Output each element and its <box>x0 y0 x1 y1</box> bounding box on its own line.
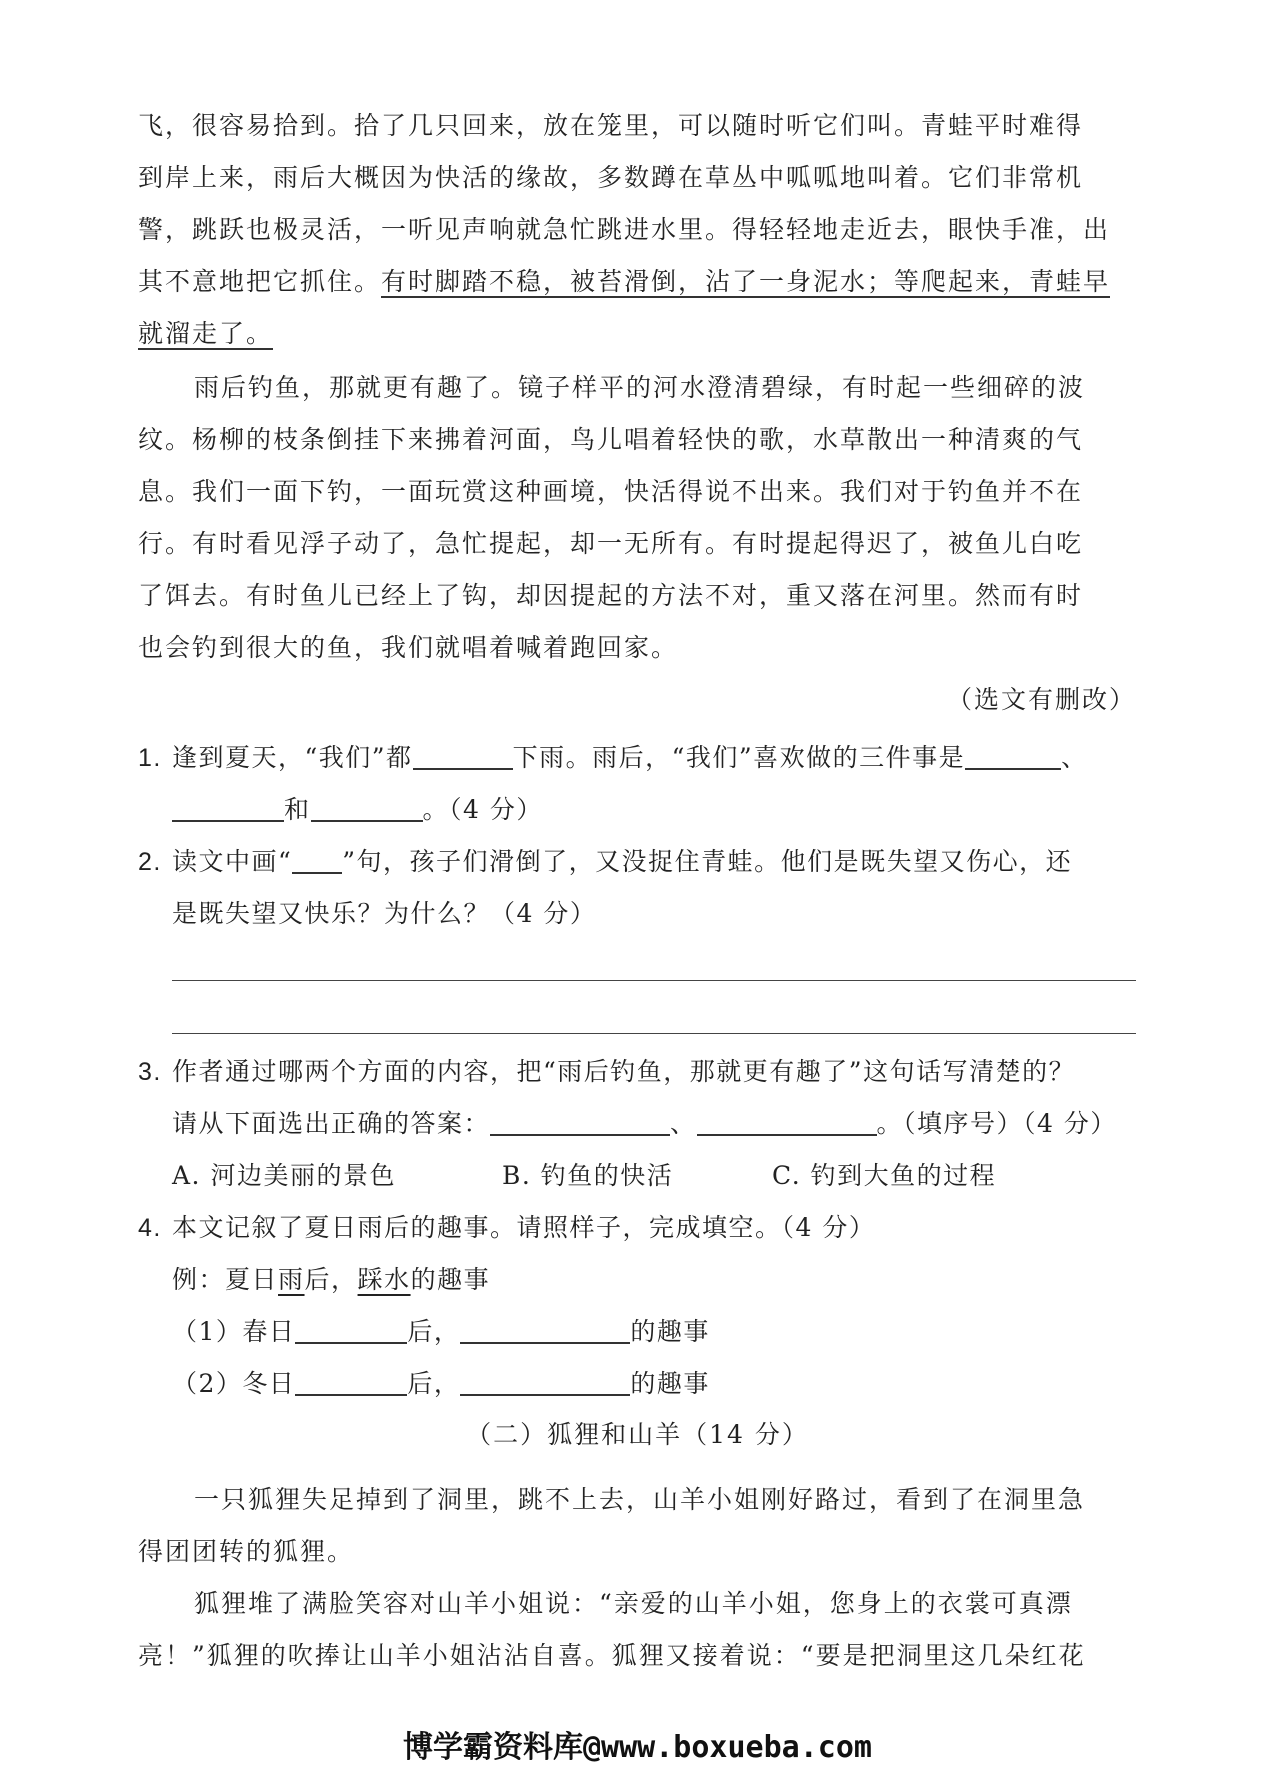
text-line: 亮！”狐狸的吹捧让山羊小姐沾沾自喜。狐狸又接着说：“要是把洞里这几朵红花 <box>138 1641 1086 1670</box>
option-a[interactable]: A. 河边美丽的景色 <box>172 1161 396 1190</box>
passage-paragraph-1 <box>138 100 1136 360</box>
question-text: 。（填序号）（4 分） <box>876 1109 1117 1138</box>
question-number: 3. <box>138 1058 162 1086</box>
option-b[interactable]: B. 钓鱼的快活 <box>502 1161 674 1190</box>
underlined-sentence-end: 就溜走了。 <box>138 319 274 348</box>
text-line: 也会钓到很大的鱼，我们就唱着喊着跑回家。 <box>138 633 679 662</box>
answer-blank[interactable] <box>460 1312 630 1344</box>
question-text: 请从下面选出正确的答案： <box>172 1109 491 1138</box>
question-text: 本文记叙了夏日雨后的趣事。请照样子，完成填空。（4 分） <box>172 1213 876 1242</box>
text-segment: 其不意地把它抓住。 <box>138 267 382 296</box>
question-text: 。（4 分） <box>422 795 543 824</box>
question-text: 下雨。雨后，“我们”喜欢做的三件事是 <box>512 743 966 772</box>
fox-paragraph-2 <box>138 1578 1136 1682</box>
text-line: 了饵去。有时鱼儿已经上了钩，却因提起的方法不对，重又落在河里。然而有时 <box>138 581 1084 610</box>
question-text: 逢到夏天，“我们”都 <box>172 743 413 772</box>
answer-blank[interactable] <box>490 1104 670 1136</box>
section-score: （14 分） <box>682 1420 809 1449</box>
options-row <box>138 1150 1136 1202</box>
question-1 <box>138 732 1136 836</box>
text-line <box>138 256 1136 308</box>
fox-paragraph-1 <box>138 1474 1136 1578</box>
fill-item-1 <box>138 1306 1136 1358</box>
item-text: 的趣事 <box>630 1317 710 1346</box>
question-text: 读文中画“ <box>172 847 293 876</box>
answer-blank[interactable] <box>311 790 423 822</box>
text-line: 到岸上来，雨后大概因为快活的缘故，多数蹲在草丛中呱呱地叫着。它们非常机 <box>138 163 1084 192</box>
answer-blank[interactable] <box>413 738 513 770</box>
question-text: 和 <box>284 795 311 824</box>
answer-blank[interactable] <box>295 1364 407 1396</box>
question-text: 作者通过哪两个方面的内容，把“雨后钓鱼，那就更有趣了”这句话写清楚的？ <box>172 1057 1076 1086</box>
text-line <box>138 308 1136 360</box>
text-line: 纹。杨柳的枝条倒挂下来拂着河面，鸟儿唱着轻快的歌，水草散出一种清爽的气 <box>138 425 1084 454</box>
answer-blank[interactable] <box>965 738 1061 770</box>
item-text: 的趣事 <box>630 1369 710 1398</box>
text-line: 狐狸堆了满脸笑容对山羊小姐说：“亲爱的山羊小姐，您身上的衣裳可真漂 <box>194 1589 1073 1618</box>
example-answer: 雨 <box>278 1265 305 1294</box>
text-line: 飞，很容易拾到。拾了几只回来，放在笼里，可以随时听它们叫。青蛙平时难得 <box>138 111 1084 140</box>
example-text: 后， <box>304 1265 358 1294</box>
option-c[interactable]: C. 钓到大鱼的过程 <box>772 1161 997 1190</box>
section-title-text: （二）狐狸和山羊 <box>466 1420 683 1449</box>
text-line: 行。有时看见浮子动了，急忙提起，却一无所有。有时提起得迟了，被鱼儿白吃 <box>138 529 1084 558</box>
example-answer: 踩水 <box>357 1265 411 1294</box>
text-line: 息。我们一面下钓，一面玩赏这种画境，快活得说不出来。我们对于钓鱼并不在 <box>138 477 1084 506</box>
underlined-sentence: 有时脚踏不稳，被苔滑倒，沾了一身泥水；等爬起来，青蛙早 <box>381 267 1111 296</box>
text-line: 警，跳跃也极灵活，一听见声响就急忙跳进水里。得轻轻地走近去，眼快手准，出 <box>138 215 1111 244</box>
passage-paragraph-2 <box>138 362 1136 726</box>
question-4 <box>138 1202 1136 1410</box>
answer-blank[interactable] <box>460 1364 630 1396</box>
underline-mark <box>292 842 342 874</box>
answer-blank[interactable] <box>295 1312 407 1344</box>
example-line <box>138 1254 1136 1306</box>
question-number: 4. <box>138 1214 162 1242</box>
question-3 <box>138 1046 1136 1202</box>
item-text: 后， <box>407 1369 461 1398</box>
question-text: 、 <box>670 1109 697 1138</box>
answer-blank[interactable] <box>697 1104 877 1136</box>
question-number: 2. <box>138 848 162 876</box>
section-title <box>0 1415 1275 1451</box>
question-text: 是既失望又快乐？为什么？（4 分） <box>172 899 597 928</box>
text-line: 一只狐狸失足掉到了洞里，跳不上去，山羊小姐刚好路过，看到了在洞里急 <box>194 1485 1086 1514</box>
example-text: 的趣事 <box>410 1265 491 1294</box>
example-text: 例：夏日 <box>172 1265 279 1294</box>
watermark-footer: 博学霸资料库@www.boxueba.com <box>403 1730 872 1765</box>
item-text: （2）冬日 <box>172 1369 296 1398</box>
question-text: 、 <box>1061 743 1088 772</box>
source-note: （选文有删改） <box>946 685 1136 714</box>
question-2 <box>138 836 1136 940</box>
item-text: 后， <box>407 1317 461 1346</box>
answer-line[interactable] <box>172 1033 1136 1034</box>
text-line: 雨后钓鱼，那就更有趣了。镜子样平的河水澄清碧绿，有时起一些细碎的波 <box>194 373 1086 402</box>
answer-line[interactable] <box>172 980 1136 981</box>
text-line: 得团团转的狐狸。 <box>138 1537 355 1566</box>
question-number: 1. <box>138 744 162 772</box>
fill-item-2 <box>138 1358 1136 1410</box>
answer-blank[interactable] <box>172 790 284 822</box>
question-text: ”句，孩子们滑倒了，又没捉住青蛙。他们是既失望又伤心，还 <box>342 847 1073 876</box>
item-text: （1）春日 <box>172 1317 296 1346</box>
